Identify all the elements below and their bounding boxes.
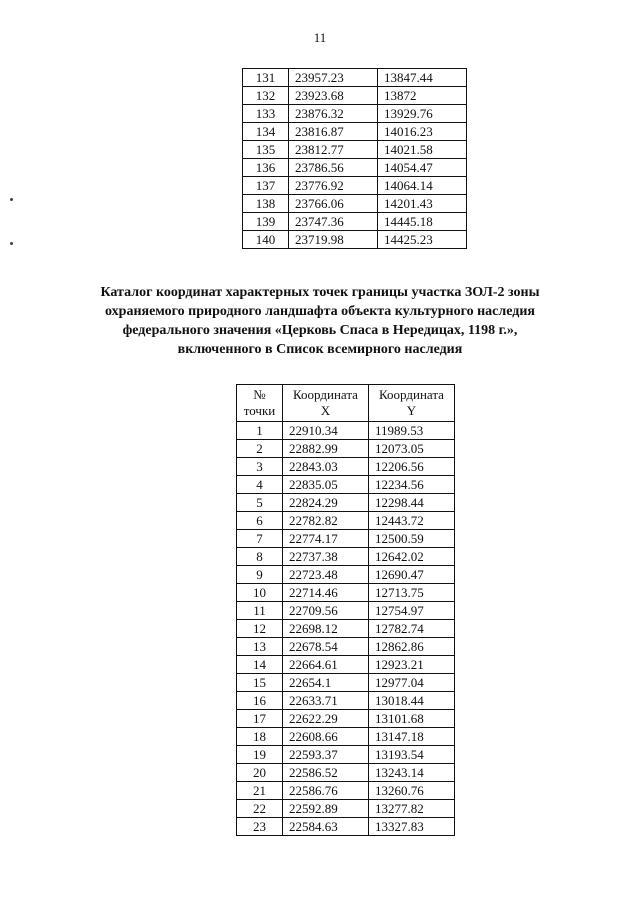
coordinate-x-cell: 22910.34 (283, 422, 369, 440)
coordinate-y-cell: 13147.18 (369, 728, 455, 746)
coordinate-x-cell: 23776.92 (289, 177, 378, 195)
coordinate-x-cell: 23876.32 (289, 105, 378, 123)
table-row (237, 530, 455, 548)
point-number-cell: 139 (243, 213, 289, 231)
point-number-cell: 4 (237, 476, 283, 494)
point-number-cell: 8 (237, 548, 283, 566)
table-row (237, 548, 455, 566)
header-coordinate-x-line2: X (320, 403, 331, 418)
coordinate-y-cell: 14021.58 (378, 141, 467, 159)
coordinate-y-cell: 13260.76 (369, 782, 455, 800)
coordinate-x-cell: 22633.71 (283, 692, 369, 710)
coordinate-x-cell: 23816.87 (289, 123, 378, 141)
coordinate-y-cell: 12690.47 (369, 566, 455, 584)
coordinate-x-cell: 22709.56 (283, 602, 369, 620)
coordinate-y-cell: 14445.18 (378, 213, 467, 231)
coordinate-x-cell: 22698.12 (283, 620, 369, 638)
table-row (243, 105, 467, 123)
point-number-cell: 11 (237, 602, 283, 620)
catalog-heading (0, 283, 640, 359)
table-row (237, 656, 455, 674)
table-row (243, 159, 467, 177)
coordinate-x-cell: 22723.48 (283, 566, 369, 584)
point-number-cell: 138 (243, 195, 289, 213)
point-number-cell: 13 (237, 638, 283, 656)
coordinates-table-body (237, 422, 455, 836)
coordinate-x-cell: 23786.56 (289, 159, 378, 177)
point-number-cell: 12 (237, 620, 283, 638)
scan-speck (10, 198, 13, 201)
coordinate-y-cell: 12782.74 (369, 620, 455, 638)
table-row (243, 195, 467, 213)
coordinate-x-cell: 22678.54 (283, 638, 369, 656)
table-row (243, 213, 467, 231)
header-point-number-line2: точки (243, 403, 276, 418)
coordinate-x-cell: 22593.37 (283, 746, 369, 764)
header-coordinate-y-line2: Y (406, 403, 417, 418)
coordinate-y-cell: 14425.23 (378, 231, 467, 249)
coordinate-x-cell: 22782.82 (283, 512, 369, 530)
coordinate-y-cell: 14054.47 (378, 159, 467, 177)
coordinate-x-cell: 22622.29 (283, 710, 369, 728)
coordinate-y-cell: 12073.05 (369, 440, 455, 458)
table-row (243, 69, 467, 87)
coordinate-y-cell: 12977.04 (369, 674, 455, 692)
point-number-cell: 16 (237, 692, 283, 710)
coordinate-x-cell: 22824.29 (283, 494, 369, 512)
point-number-cell: 10 (237, 584, 283, 602)
scan-speck (10, 242, 13, 245)
coordinate-y-cell: 12298.44 (369, 494, 455, 512)
table-row (243, 231, 467, 249)
coordinate-y-cell: 13929.76 (378, 105, 467, 123)
coordinate-y-cell: 12923.21 (369, 656, 455, 674)
heading-line-4: включенного в Список всемирного наследия (177, 342, 463, 357)
point-number-cell: 23 (237, 818, 283, 836)
coordinate-x-cell: 22664.61 (283, 656, 369, 674)
coordinate-x-cell: 23957.23 (289, 69, 378, 87)
coordinate-y-cell: 12713.75 (369, 584, 455, 602)
table-row (237, 674, 455, 692)
coordinate-y-cell: 13847.44 (378, 69, 467, 87)
coordinates-table-body (243, 69, 467, 249)
table-header-row (237, 385, 455, 422)
table-row (237, 818, 455, 836)
page-number: 11 (313, 30, 327, 45)
coordinate-x-cell: 23923.68 (289, 87, 378, 105)
point-number-cell: 6 (237, 512, 283, 530)
coordinate-y-cell: 12206.56 (369, 458, 455, 476)
coordinate-x-cell: 22843.03 (283, 458, 369, 476)
point-number-cell: 7 (237, 530, 283, 548)
point-number-cell: 9 (237, 566, 283, 584)
coordinate-y-cell: 12754.97 (369, 602, 455, 620)
table-row (237, 440, 455, 458)
point-number-cell: 136 (243, 159, 289, 177)
point-number-cell: 14 (237, 656, 283, 674)
header-point-number-line1: № (253, 387, 266, 402)
point-number-cell: 3 (237, 458, 283, 476)
point-number-cell: 5 (237, 494, 283, 512)
coordinate-x-cell: 22737.38 (283, 548, 369, 566)
coordinate-y-cell: 14016.23 (378, 123, 467, 141)
coordinate-x-cell: 22586.52 (283, 764, 369, 782)
coordinate-y-cell: 12443.72 (369, 512, 455, 530)
point-number-cell: 15 (237, 674, 283, 692)
table-row (243, 177, 467, 195)
coordinate-x-cell: 22714.46 (283, 584, 369, 602)
heading-line-2: охраняемого природного ландшафта объекта культурного наследия (105, 304, 535, 319)
coordinate-x-cell: 23766.06 (289, 195, 378, 213)
point-number-cell: 131 (243, 69, 289, 87)
point-number-cell: 21 (237, 782, 283, 800)
coordinate-x-cell: 22835.05 (283, 476, 369, 494)
coordinate-y-cell: 13327.83 (369, 818, 455, 836)
header-coordinate-x (283, 385, 369, 422)
point-number-cell: 22 (237, 800, 283, 818)
point-number-cell: 18 (237, 728, 283, 746)
header-coordinate-y (369, 385, 455, 422)
header-point-number (237, 385, 283, 422)
table-row (237, 692, 455, 710)
table-row (237, 782, 455, 800)
table-row (237, 422, 455, 440)
coordinate-y-cell: 12862.86 (369, 638, 455, 656)
coordinate-y-cell: 13193.54 (369, 746, 455, 764)
point-number-cell: 140 (243, 231, 289, 249)
coordinate-y-cell: 13101.68 (369, 710, 455, 728)
header-coordinate-x-line1: Координата (293, 387, 358, 402)
table-row (237, 602, 455, 620)
coordinate-y-cell: 13243.14 (369, 764, 455, 782)
coordinate-y-cell: 14064.14 (378, 177, 467, 195)
coordinate-x-cell: 22592.89 (283, 800, 369, 818)
table-row (243, 87, 467, 105)
coordinate-y-cell: 11989.53 (369, 422, 455, 440)
coordinate-y-cell: 13018.44 (369, 692, 455, 710)
coordinate-x-cell: 22584.63 (283, 818, 369, 836)
point-number-cell: 2 (237, 440, 283, 458)
heading-line-1: Каталог координат характерных точек границы участка ЗОЛ-2 зоны (100, 285, 540, 300)
coordinate-x-cell: 22586.76 (283, 782, 369, 800)
point-number-cell: 1 (237, 422, 283, 440)
point-number-cell: 135 (243, 141, 289, 159)
table-header (237, 385, 455, 422)
table-row (237, 764, 455, 782)
table-row (237, 494, 455, 512)
coordinate-x-cell: 22774.17 (283, 530, 369, 548)
coordinate-y-cell: 14201.43 (378, 195, 467, 213)
table-row (237, 566, 455, 584)
coordinate-x-cell: 22882.99 (283, 440, 369, 458)
coordinate-x-cell: 23747.36 (289, 213, 378, 231)
table-row (237, 638, 455, 656)
table-row (237, 584, 455, 602)
table-row (237, 476, 455, 494)
table-row (237, 800, 455, 818)
coordinate-x-cell: 23719.98 (289, 231, 378, 249)
point-number-cell: 134 (243, 123, 289, 141)
coordinates-table-continued (242, 68, 467, 249)
coordinate-x-cell: 22654.1 (283, 674, 369, 692)
coordinate-y-cell: 12642.02 (369, 548, 455, 566)
point-number-cell: 132 (243, 87, 289, 105)
heading-line-3: федерального значения «Церковь Спаса в Нередицах, 1198 г.», (122, 323, 518, 338)
coordinate-y-cell: 12234.56 (369, 476, 455, 494)
point-number-cell: 133 (243, 105, 289, 123)
coordinates-table-zol2 (236, 384, 455, 836)
point-number-cell: 17 (237, 710, 283, 728)
table-row (237, 728, 455, 746)
coordinate-y-cell: 12500.59 (369, 530, 455, 548)
coordinate-x-cell: 23812.77 (289, 141, 378, 159)
coordinate-y-cell: 13277.82 (369, 800, 455, 818)
point-number-cell: 137 (243, 177, 289, 195)
point-number-cell: 20 (237, 764, 283, 782)
table-row (237, 458, 455, 476)
coordinate-x-cell: 22608.66 (283, 728, 369, 746)
point-number-cell: 19 (237, 746, 283, 764)
table-row (243, 123, 467, 141)
table-row (243, 141, 467, 159)
table-row (237, 620, 455, 638)
table-row (237, 512, 455, 530)
header-coordinate-y-line1: Координата (379, 387, 444, 402)
table-row (237, 746, 455, 764)
table-row (237, 710, 455, 728)
coordinate-y-cell: 13872 (378, 87, 467, 105)
